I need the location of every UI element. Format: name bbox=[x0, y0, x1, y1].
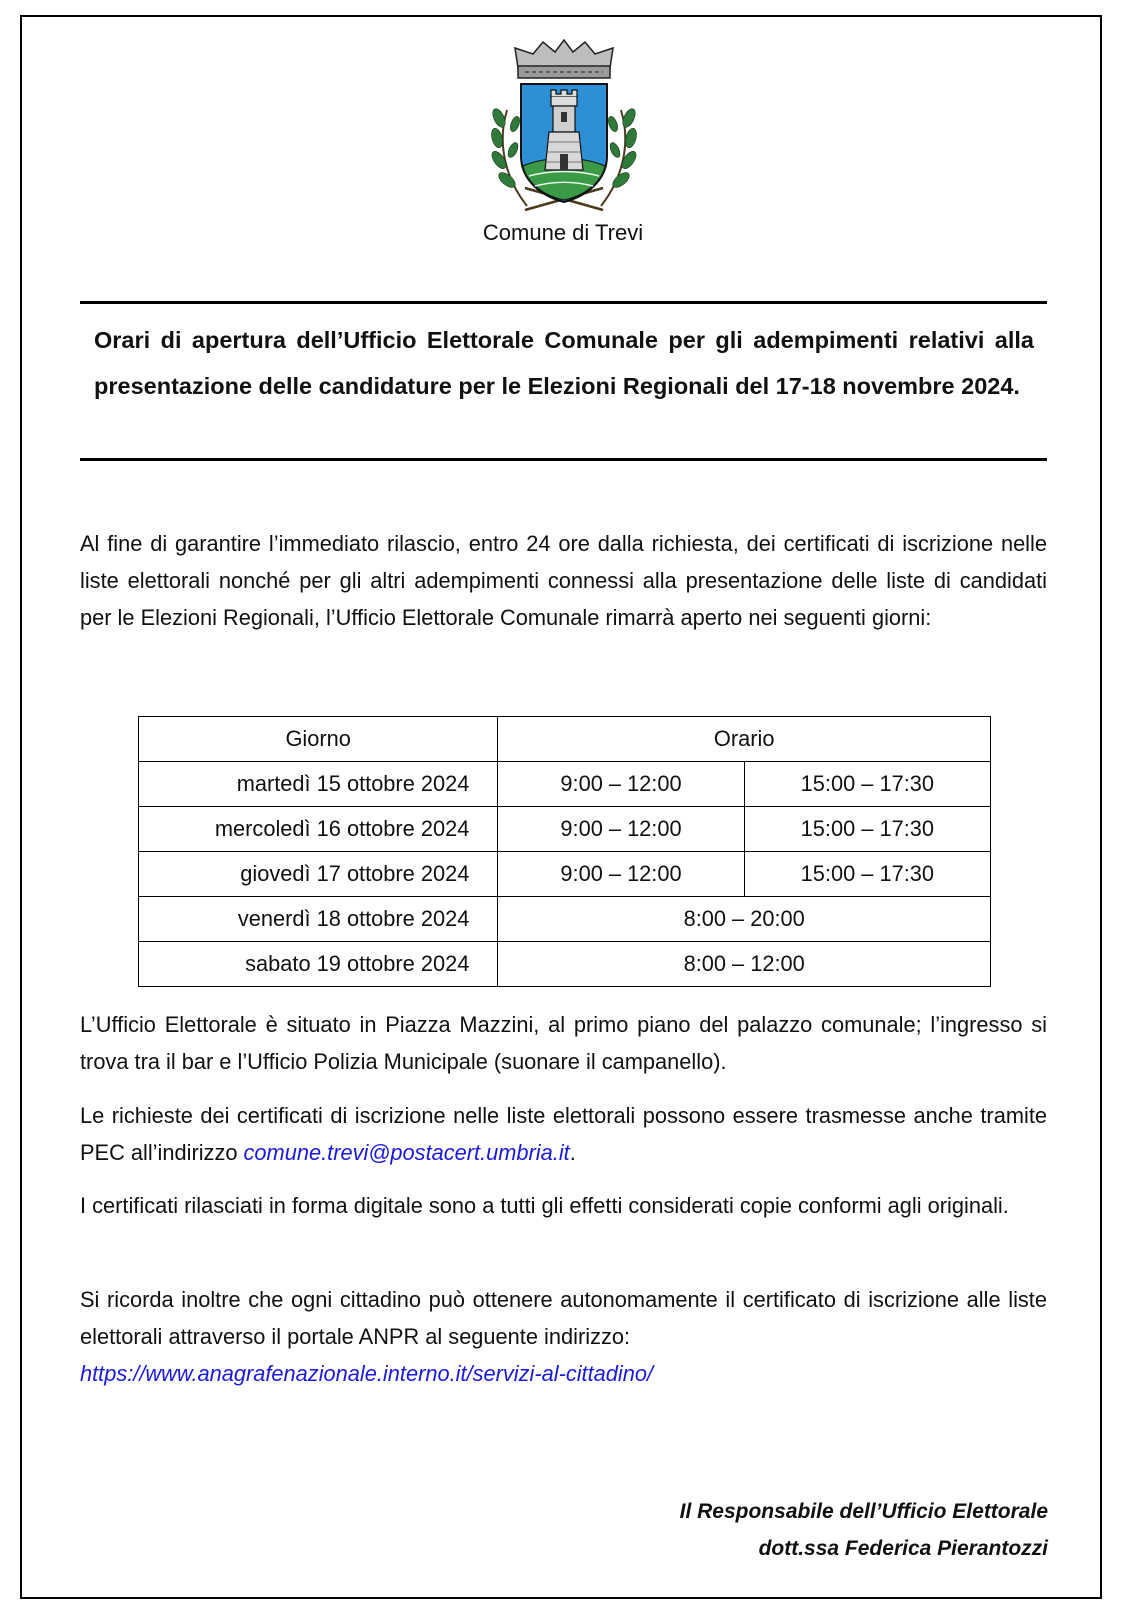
title-bottom-rule bbox=[80, 458, 1047, 461]
header-hours: Orario bbox=[498, 717, 991, 762]
pec-text: Le richieste dei certificati di iscrizione nelle liste elettorali possono essere trasmesse anche tramite PEC all’indirizzo bbox=[80, 1103, 1047, 1165]
signature-name: dott.ssa Federica Pierantozzi bbox=[758, 1537, 1048, 1560]
anpr-url-link[interactable]: https://www.anagrafenazionale.interno.it/servizi-al-cittadino/ bbox=[80, 1361, 654, 1386]
location-paragraph: L’Ufficio Elettorale è situato in Piazza Mazzini, al primo piano del palazzo comunale; l’ingresso si trova tra il bar e l’Ufficio Polizia Municipale (suonare il campanello). bbox=[80, 1012, 1047, 1074]
pec-email-link[interactable]: comune.trevi@postacert.umbria.it bbox=[243, 1140, 570, 1165]
table-row bbox=[139, 942, 991, 987]
day-cell: martedì 15 ottobre 2024 bbox=[139, 762, 498, 807]
anpr-paragraph bbox=[80, 1281, 1047, 1392]
intro-paragraph: Al fine di garantire l’immediato rilascio, entro 24 ore dalla richiesta, dei certificati di iscrizione nelle liste elettorali nonché per gli altri adempimenti connessi alla presentazione delle liste di candidati per le Elezioni Regionali, l’Ufficio Elettorale Comunale rimarrà aperto nei seguenti giorni: bbox=[80, 531, 1047, 630]
slot-cell: 15:00 – 17:30 bbox=[744, 852, 990, 897]
table-row bbox=[139, 807, 991, 852]
slot-cell: 8:00 – 12:00 bbox=[498, 942, 991, 987]
day-cell: sabato 19 ottobre 2024 bbox=[139, 942, 498, 987]
pec-end: . bbox=[569, 1140, 576, 1165]
table-row bbox=[139, 897, 991, 942]
pec-paragraph bbox=[80, 1097, 1047, 1171]
slot-cell: 15:00 – 17:30 bbox=[744, 807, 990, 852]
slot-cell: 15:00 – 17:30 bbox=[744, 762, 990, 807]
digital-paragraph: I certificati rilasciati in forma digitale sono a tutti gli effetti considerati copie conformi agli originali. bbox=[80, 1193, 1009, 1218]
title-top-rule bbox=[80, 301, 1047, 304]
signature-block bbox=[680, 1493, 1048, 1567]
day-cell: mercoledì 16 ottobre 2024 bbox=[139, 807, 498, 852]
slot-cell: 8:00 – 20:00 bbox=[498, 897, 991, 942]
slot-cell: 9:00 – 12:00 bbox=[498, 852, 744, 897]
slot-cell: 9:00 – 12:00 bbox=[498, 807, 744, 852]
municipal-coat-of-arms-tower-icon bbox=[485, 38, 643, 220]
day-cell: giovedì 17 ottobre 2024 bbox=[139, 852, 498, 897]
table-row bbox=[139, 762, 991, 807]
municipality-name: Comune di Trevi bbox=[482, 220, 644, 245]
day-cell: venerdì 18 ottobre 2024 bbox=[139, 897, 498, 942]
anpr-text: Si ricorda inoltre che ogni cittadino può ottenere autonomamente il certificato di iscrizione alle liste elettorali attraverso il portale ANPR al seguente indirizzo: bbox=[80, 1287, 1047, 1349]
signature-role: Il Responsabile dell’Ufficio Elettorale bbox=[679, 1500, 1048, 1523]
notice-title: Orari di apertura dell’Ufficio Elettorale Comunale per gli adempimenti relativi alla presentazione delle candidature per le Elezioni Regionali del 17-18 novembre 2024. bbox=[94, 327, 1034, 399]
table-row bbox=[139, 852, 991, 897]
header-day: Giorno bbox=[139, 717, 498, 762]
table-header-row bbox=[139, 717, 991, 762]
slot-cell: 9:00 – 12:00 bbox=[498, 762, 744, 807]
opening-hours-table bbox=[138, 716, 991, 987]
